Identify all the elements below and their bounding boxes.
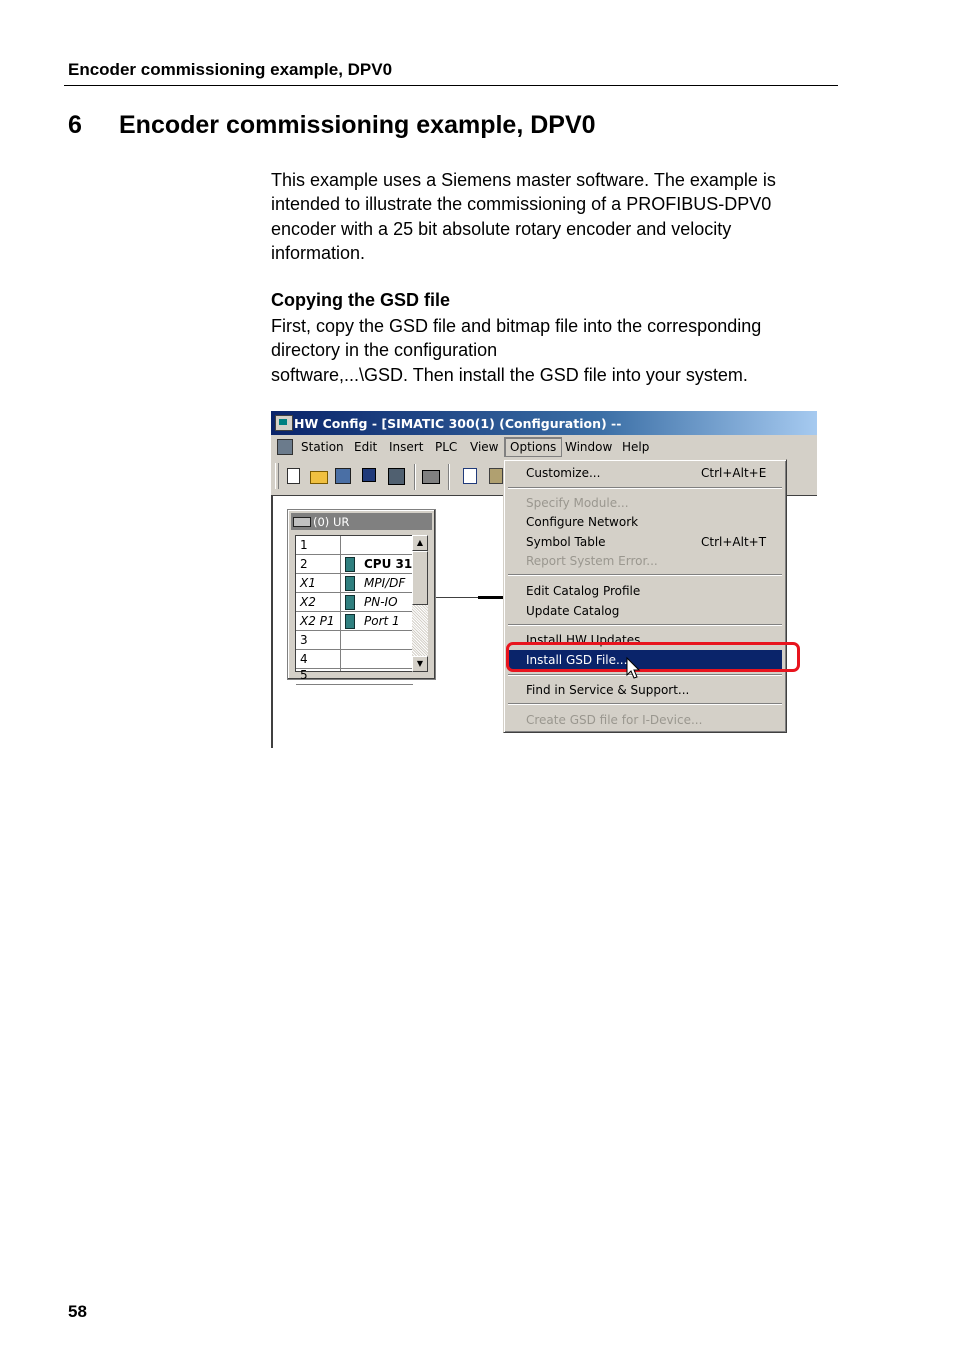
menu-options[interactable]: Options [504, 437, 562, 457]
menu-item-label: Edit Catalog Profile [526, 584, 641, 598]
menu-view[interactable]: View [470, 440, 499, 454]
menu-item-shortcut: Ctrl+Alt+E [701, 466, 767, 480]
toolbar-separator [414, 464, 416, 490]
menu-item-report-system-error [508, 551, 782, 570]
menu-item-shortcut: Ctrl+Alt+T [701, 535, 767, 549]
toolbar-grip[interactable] [275, 463, 279, 489]
rack-table [295, 535, 414, 682]
menu-item-label: Customize... [526, 466, 601, 480]
table-row[interactable] [296, 536, 413, 555]
menu-separator [508, 674, 782, 676]
window-edge [271, 496, 273, 748]
cpu-module-icon [345, 557, 355, 572]
menu-item-label: Install GSD File... [526, 653, 628, 667]
rack-scrollbar[interactable] [412, 535, 428, 672]
highlight-ring [506, 642, 800, 672]
menu-station[interactable]: Station [301, 440, 344, 454]
hw-config-screenshot [271, 411, 817, 748]
menu-item-label: Install HW Updates ... [526, 633, 656, 647]
paste-icon[interactable] [489, 468, 503, 484]
menu-item-label: Report System Error... [526, 554, 658, 568]
new-icon[interactable] [287, 468, 300, 484]
intro-paragraph [271, 168, 826, 265]
slot-cell: 1 [300, 538, 308, 552]
menu-item-label: Find in Service & Support... [526, 683, 690, 697]
chapter-title: Encoder commissioning example, DPV0 [119, 111, 596, 139]
intro-line: This example uses a Siemens master software. The example is [271, 170, 776, 190]
app-icon [275, 415, 293, 431]
menu-edit[interactable]: Edit [354, 440, 378, 454]
header-rule [64, 85, 838, 86]
menu-item-create-gsd-file [508, 710, 782, 729]
rack-icon [293, 517, 311, 527]
slot-cell: X1 [300, 576, 316, 590]
table-row[interactable] [296, 574, 413, 593]
section-heading: Copying the GSD file [271, 290, 451, 310]
table-row[interactable] [296, 666, 413, 685]
open-folder-icon[interactable] [310, 471, 328, 484]
slot-cell: 3 [300, 633, 308, 647]
module-cell: CPU 31 [364, 557, 413, 571]
interface-icon [345, 595, 355, 610]
module-cell: MPI/DF [364, 576, 406, 590]
print-icon[interactable] [422, 470, 440, 484]
section-line: software,...\GSD. Then install the GSD file into your system. [271, 364, 748, 385]
scroll-down-icon[interactable]: ▼ [412, 656, 428, 672]
menu-insert[interactable]: Insert [389, 440, 424, 454]
mouse-pointer-icon [626, 657, 642, 681]
copy-icon[interactable] [463, 468, 477, 484]
intro-line: information. [271, 242, 366, 263]
scroll-up-icon[interactable]: ▲ [412, 535, 428, 551]
menu-window[interactable]: Window [565, 440, 613, 454]
rack-title: (0) UR [313, 515, 350, 529]
toolbar-separator [448, 464, 450, 490]
save-icon[interactable] [362, 468, 376, 482]
section-line: directory in the configuration [271, 340, 498, 361]
scroll-thumb[interactable] [412, 551, 428, 605]
menu-item-configure-network[interactable] [508, 512, 782, 531]
window-title-bar[interactable] [271, 411, 817, 435]
profinet-bus-segment [478, 596, 504, 599]
menu-separator [508, 487, 782, 489]
slot-cell: 5 [300, 668, 308, 682]
table-row[interactable] [296, 593, 413, 612]
menu-item-label: Specify Module... [526, 496, 629, 510]
network-icon[interactable] [335, 468, 351, 484]
module-cell: PN-IO [364, 595, 398, 609]
chapter-number: 6 [68, 111, 82, 139]
slot-cell: X2 [300, 595, 316, 609]
slot-cell: 4 [300, 652, 308, 666]
table-row[interactable] [296, 631, 413, 650]
page-number: 58 [68, 1302, 87, 1321]
table-row[interactable] [296, 612, 413, 631]
port-icon [345, 614, 355, 629]
module-cell: Port 1 [364, 614, 400, 628]
slot-cell: X2 P1 [300, 614, 335, 628]
section-line: First, copy the GSD file and bitmap file into the corresponding [271, 316, 762, 336]
menu-item-label: Configure Network [526, 515, 639, 529]
menu-item-symbol-table[interactable] [508, 532, 782, 551]
menu-item-customize[interactable] [508, 463, 782, 482]
menu-separator [508, 574, 782, 576]
menu-item-find-in-service[interactable] [508, 680, 782, 699]
slot-cell: 2 [300, 557, 308, 571]
intro-line: intended to illustrate the commissioning of a PROFIBUS-DPV0 [271, 194, 772, 215]
menu-help[interactable]: Help [622, 440, 650, 454]
menu-bar [271, 435, 817, 459]
interface-icon [345, 576, 355, 591]
menu-plc[interactable]: PLC [435, 440, 458, 454]
table-row[interactable] [296, 555, 413, 574]
running-head: Encoder commissioning example, DPV0 [68, 60, 393, 79]
rack-window[interactable] [287, 509, 436, 680]
window-title: HW Config - [SIMATIC 300(1) (Configuration) -- [294, 416, 622, 431]
menu-item-label: Update Catalog [526, 604, 620, 618]
menu-item-label: Create GSD file for I-Device... [526, 713, 703, 727]
menu-item-specify-module [508, 493, 782, 512]
menu-item-label: Symbol Table [526, 535, 606, 549]
menu-item-edit-catalog-profile[interactable] [508, 581, 782, 600]
document-icon[interactable] [277, 439, 293, 455]
menu-separator [508, 703, 782, 705]
download-icon[interactable] [388, 468, 405, 485]
menu-item-update-catalog[interactable] [508, 601, 782, 620]
intro-line: encoder with a 25 bit absolute rotary encoder and velocity [271, 218, 732, 239]
menu-separator [508, 624, 782, 626]
section-paragraph [271, 314, 826, 387]
rack-title-bar[interactable] [291, 513, 432, 530]
options-dropdown-menu [503, 459, 787, 733]
